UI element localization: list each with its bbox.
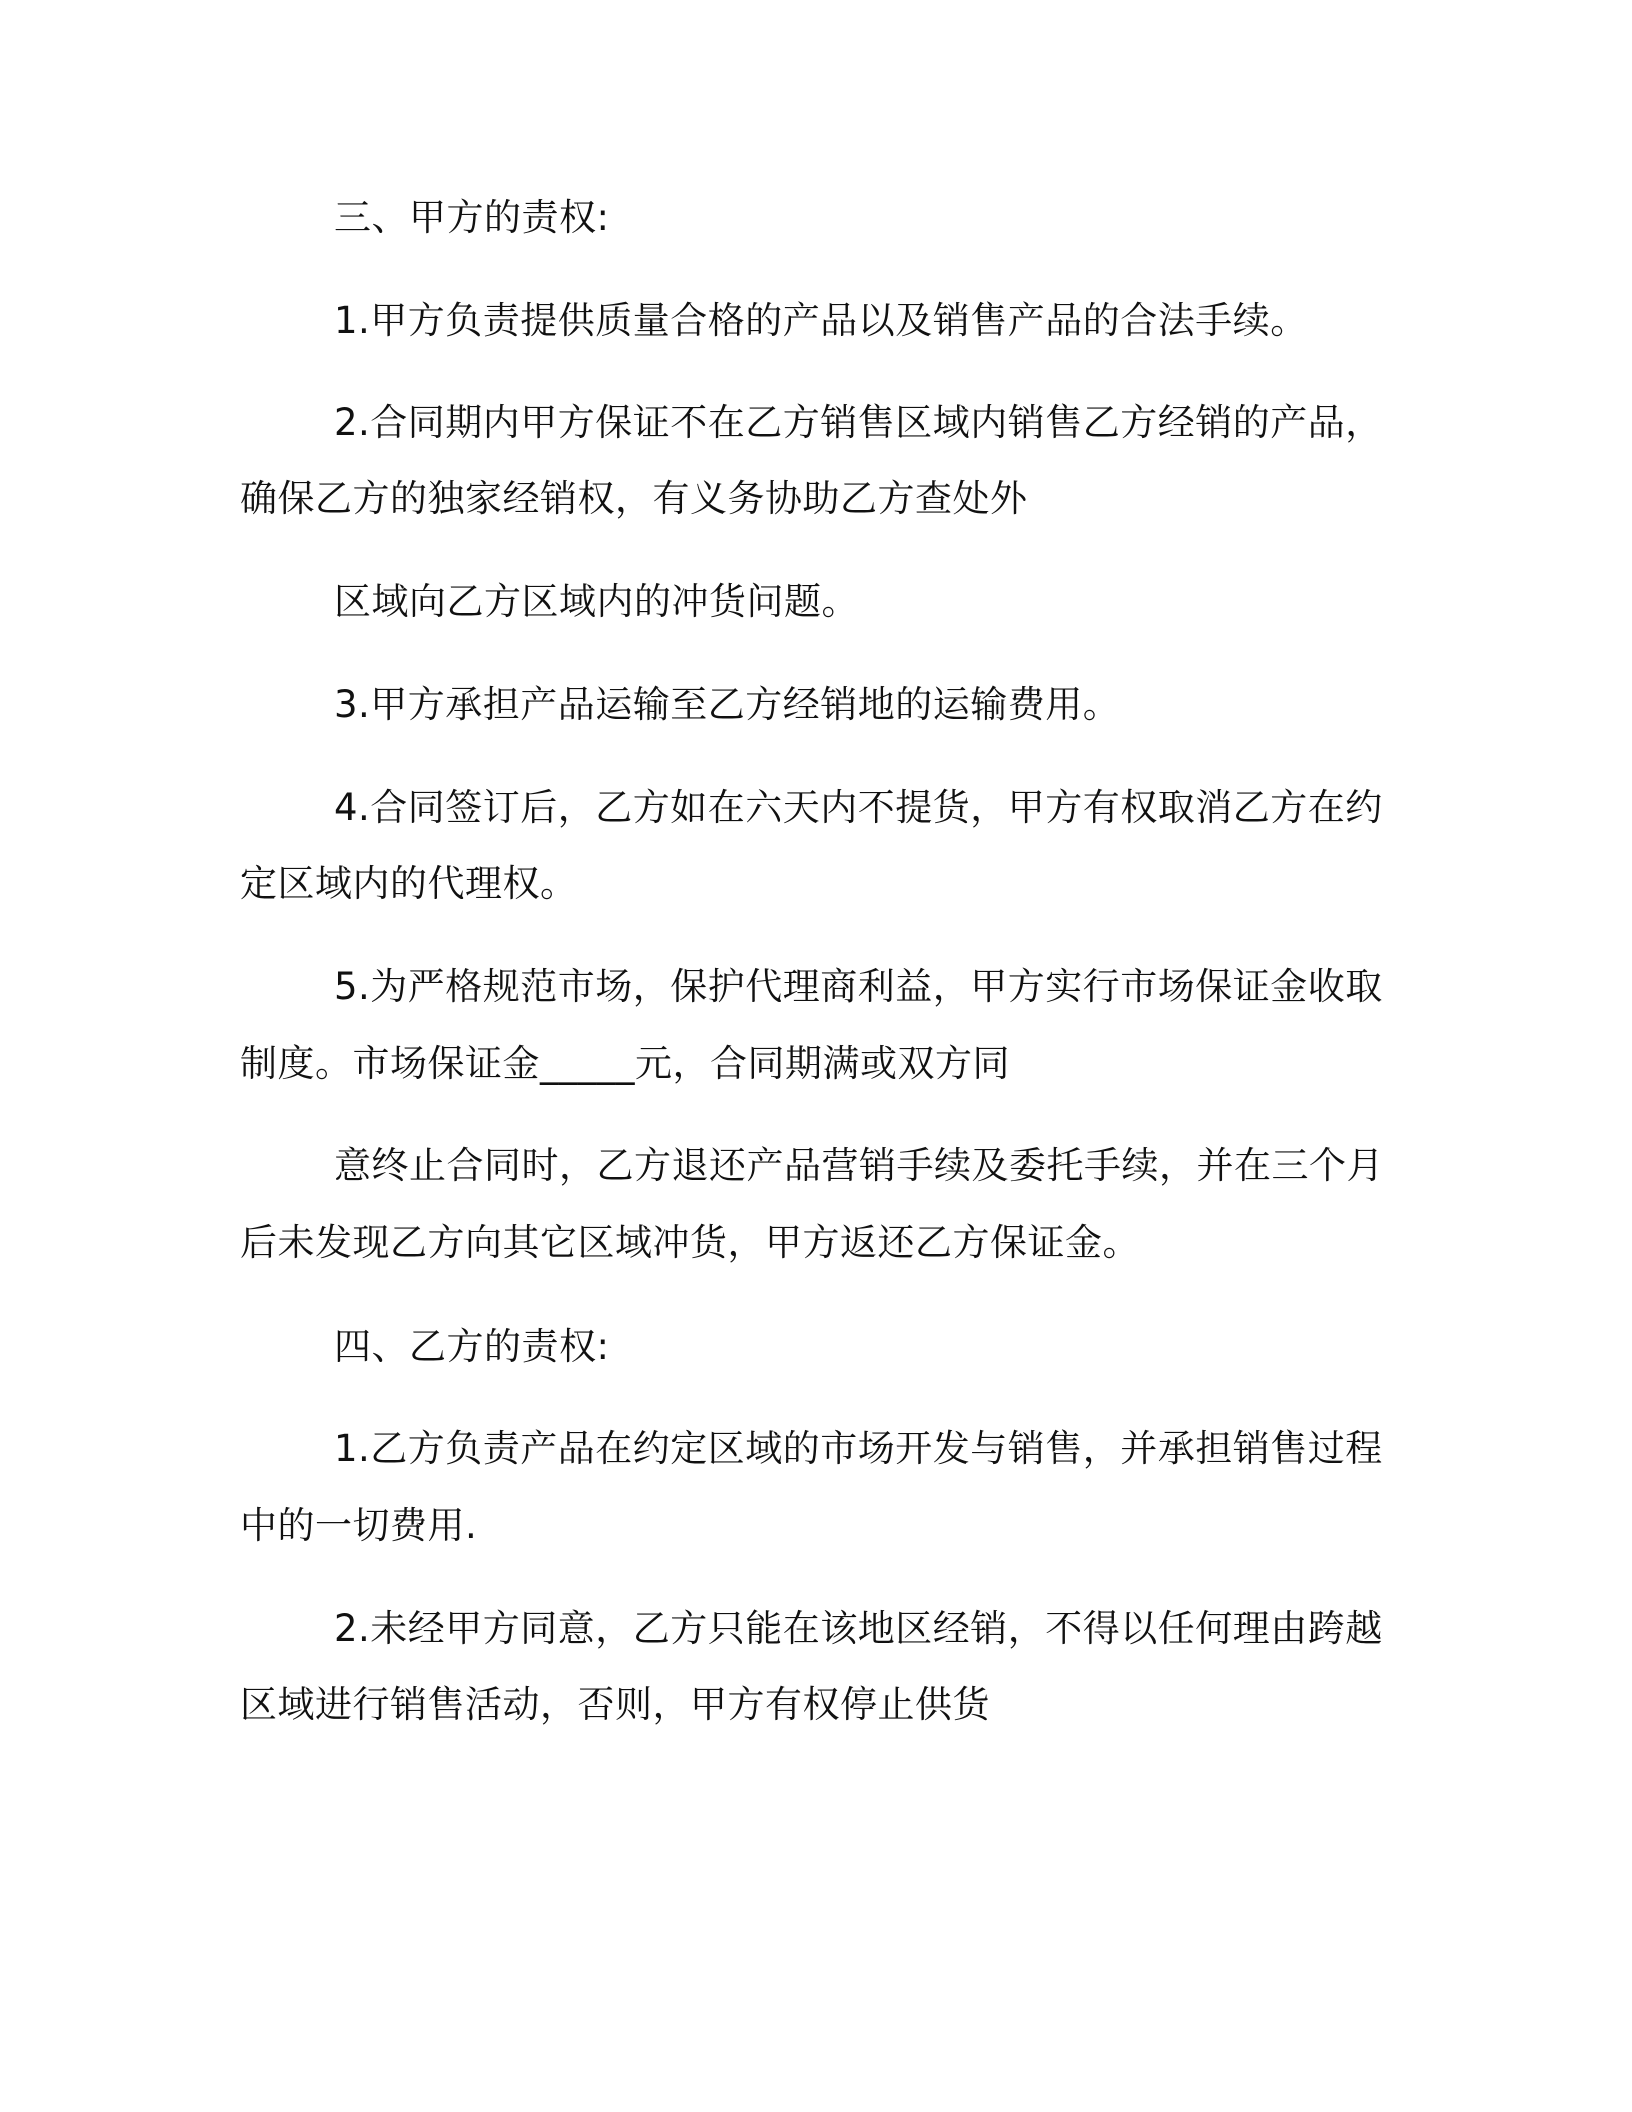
paragraph-line: 1.乙方负责产品在约定区域的市场开发与销售，并承担销售过程	[334, 1427, 1383, 1470]
paragraph-line: 区域进行销售活动，否则，甲方有权停止供货	[240, 1683, 990, 1726]
paragraph-line: 1.甲方负责提供质量合格的产品以及销售产品的合法手续。	[334, 299, 1308, 342]
paragraph-line: 确保乙方的独家经销权，有义务协助乙方查处外	[240, 477, 1028, 520]
paragraph-line: 4.合同签订后，乙方如在六天内不提货，甲方有权取消乙方在约	[334, 786, 1383, 829]
paragraph-line: 制度。市场保证金_____元，合同期满或双方同	[240, 1042, 1010, 1085]
paragraph-line: 定区域内的代理权。	[240, 862, 578, 905]
paragraph-line: 2.合同期内甲方保证不在乙方销售区域内销售乙方经销的产品，	[334, 401, 1383, 444]
section-heading-party-b: 四、乙方的责权:	[334, 1325, 610, 1368]
paragraph-line: 2.未经甲方同意，乙方只能在该地区经销，不得以任何理由跨越	[334, 1607, 1383, 1650]
paragraph-line: 后未发现乙方向其它区域冲货，甲方返还乙方保证金。	[240, 1221, 1140, 1264]
paragraph-line: 3.甲方承担产品运输至乙方经销地的运输费用。	[334, 683, 1121, 726]
paragraph-line: 中的一切费用.	[240, 1504, 478, 1547]
paragraph-line: 5.为严格规范市场，保护代理商利益，甲方实行市场保证金收取	[334, 965, 1383, 1008]
section-heading-party-a: 三、甲方的责权:	[334, 196, 610, 239]
paragraph-line: 区域向乙方区域内的冲货问题。	[334, 580, 859, 623]
paragraph-line: 意终止合同时，乙方退还产品营销手续及委托手续，并在三个月	[334, 1144, 1384, 1187]
